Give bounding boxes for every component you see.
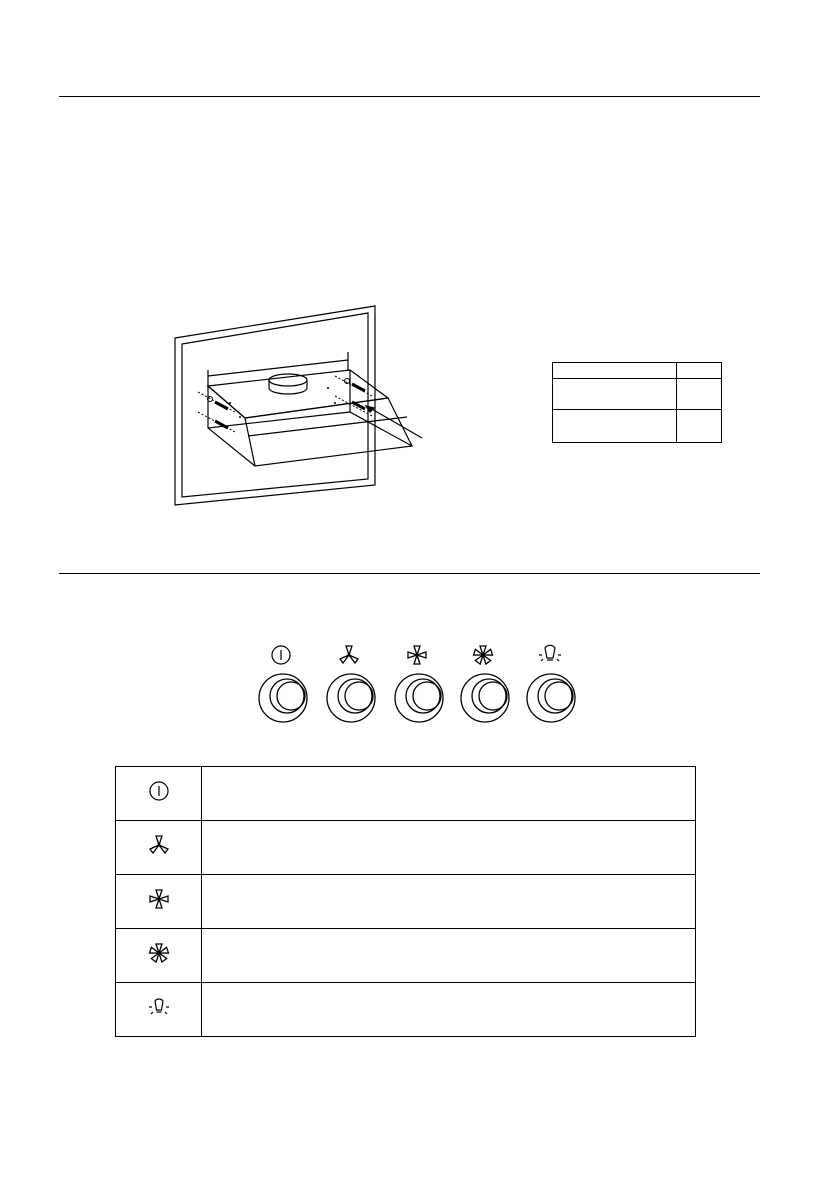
function-description <box>202 875 696 929</box>
spec-row <box>553 410 722 443</box>
duct-collar <box>269 374 307 386</box>
function-description <box>202 983 696 1037</box>
table-row <box>116 983 696 1037</box>
light-icon <box>539 645 561 661</box>
control-panel <box>245 640 585 740</box>
fan-low-icon <box>147 833 171 857</box>
knob-fan-low <box>325 640 385 740</box>
table-row <box>116 767 696 821</box>
knob-fan-high <box>459 640 519 740</box>
function-description <box>202 821 696 875</box>
fan-high-icon <box>474 646 493 664</box>
dimension-line <box>208 360 348 376</box>
knob-power <box>257 640 317 740</box>
pointer-line <box>370 408 422 438</box>
knob-light <box>525 640 585 740</box>
control-function-table <box>115 766 696 1037</box>
wall-outline <box>175 306 375 505</box>
light-icon <box>147 995 171 1019</box>
knob <box>259 674 307 722</box>
function-description <box>202 767 696 821</box>
power-icon <box>272 646 290 664</box>
table-row <box>116 821 696 875</box>
spec-value <box>677 379 722 410</box>
knob-fan-medium <box>393 640 453 740</box>
range-hood-installation-illustration <box>160 300 440 515</box>
spec-label <box>553 410 677 443</box>
spec-table <box>552 362 722 443</box>
table-row <box>116 929 696 983</box>
fan-high-icon <box>147 941 171 965</box>
spec-label <box>553 363 677 379</box>
spec-row <box>553 363 722 379</box>
fan-medium-icon <box>408 646 426 664</box>
top-rule <box>59 96 760 97</box>
spec-label <box>553 379 677 410</box>
fan-low-icon <box>340 646 358 663</box>
spec-value <box>677 363 722 379</box>
function-description <box>202 929 696 983</box>
spec-value <box>677 410 722 443</box>
spec-row <box>553 379 722 410</box>
fan-medium-icon <box>147 887 171 911</box>
section-rule <box>59 573 760 574</box>
table-row <box>116 875 696 929</box>
power-icon <box>147 779 171 803</box>
